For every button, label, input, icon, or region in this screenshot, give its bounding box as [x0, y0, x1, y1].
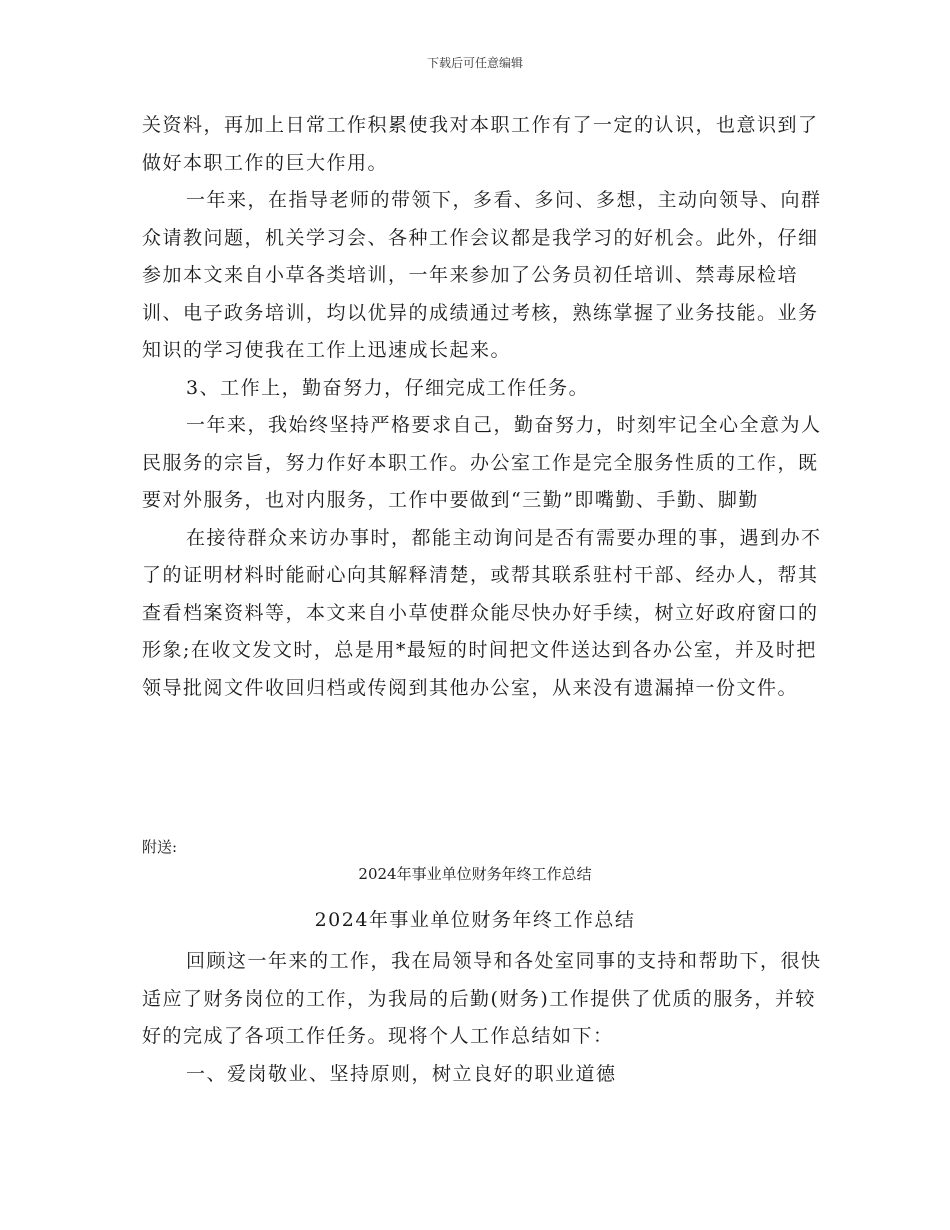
paragraph: 在接待群众来访办事时，都能主动询问是否有需要办理的事，遇到办不了的证明材料时能耐心向其解释清楚，或帮其联系驻村干部、经办人，帮其查看档案资料等，本文来自小草使群众能尽快办好手续，树立好政府窗口的形象;在收文发文时，总是用*最短的时间把文件送达到各办公室，并及时把领导批阅文件收回归档或传阅到其他办公室，从来没有遗漏掉一份文件。: [142, 526, 822, 699]
section-heading: 3、工作上，勤奋努力，仔细完成工作任务。: [186, 376, 590, 399]
paragraph: 一年来，在指导老师的带领下，多看、多问、多想，主动向领导、向群众请教问题，机关学习会、各种工作会议都是我学习的好机会。此外，仔细参加本文来自小草各类培训，一年来参加了公务员初任培训、禁毒尿检培训、电子政务培训，均以优异的成绩通过考核，熟练掌握了业务技能。业务知识的学习使我在工作上迅速成长起来。: [142, 189, 822, 361]
document-body-section-2: [142, 943, 822, 1093]
page-header: 下载后可任意编辑: [426, 56, 523, 70]
appendix-label: 附送:: [142, 838, 178, 856]
document-body-section-1: [142, 107, 822, 707]
paragraph: 一年来，我始终坚持严格要求自己，勤奋努力，时刻牢记全心全意为人民服务的宗旨，努力作好本职工作。办公室工作是完全服务性质的工作，既要对外服务，也对内服务，工作中要做到“三勤”即嘴勤、手勤、脚勤: [142, 414, 822, 511]
paragraph: 回顾这一年来的工作，我在局领导和各处室同事的支持和帮助下，很快适应了财务岗位的工作，为我局的后勤(财务)工作提供了优质的服务，并较好的完成了各项工作任务。现将个人工作总结如下：: [142, 950, 822, 1047]
paragraph: 关资料，再加上日常工作积累使我对本职工作有了一定的认识，也意识到了做好本职工作的巨大作用。: [142, 114, 819, 174]
appendix-title: 2024年事业单位财务年终工作总结: [358, 865, 592, 883]
document-title: 2024年事业单位财务年终工作总结: [314, 909, 636, 931]
section-heading: 一、爱岗敬业、坚持原则，树立良好的职业道德: [186, 1062, 617, 1085]
